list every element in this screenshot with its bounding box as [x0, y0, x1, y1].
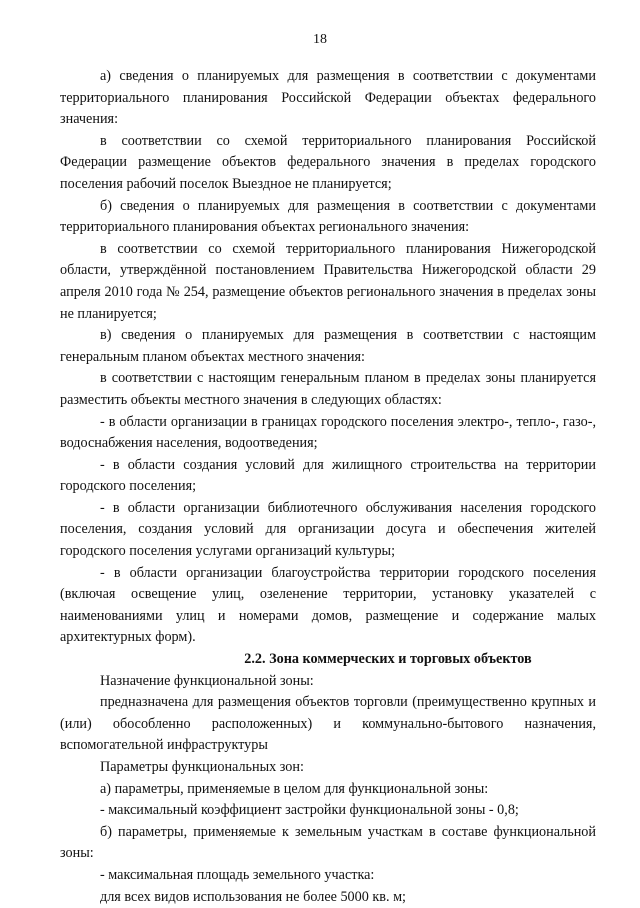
- paragraph: - максимальная площадь земельного участка:: [100, 866, 375, 883]
- paragraph: а) параметры, применяемые в целом для функциональной зоны:: [100, 780, 489, 797]
- section-heading: 2.2. Зона коммерческих и торговых объектов: [244, 651, 532, 668]
- paragraph: в соответствии с настоящим генеральным планом в пределах зоны планируется разместить объекты местного значения в следующих областях:: [60, 370, 596, 408]
- document-body: [60, 66, 596, 908]
- paragraph: в) сведения о планируемых для размещения в соответствии с настоящим генеральным планом объектах местного значения:: [60, 327, 596, 365]
- paragraph: - в области организации в границах городского поселения электро-, тепло-, газо-, водоснабжения населения, водоотведения;: [60, 413, 596, 452]
- paragraph: Назначение функциональной зоны:: [100, 672, 314, 689]
- paragraph: б) параметры, применяемые к земельным участкам в составе функциональной зоны:: [60, 823, 596, 862]
- paragraph: в соответствии со схемой территориального планирования Нижегородской области, утверждённой постановлением Правительства Нижегородской области 29 апреля 2010 года № 254, размещение объектов регионального значения в пределах зоны не планируется;: [60, 240, 596, 322]
- paragraph: - максимальный коэффициент застройки функциональной зоны - 0,8;: [100, 802, 519, 819]
- paragraph: - в области организации библиотечного обслуживания населения городского поселения, создания условий для организации досуга и обеспечения жителей городского поселения услугами организаций культуры;: [60, 499, 596, 560]
- paragraph: а) сведения о планируемых для размещения в соответствии с документами территориального планирования Российской Федерации объектах федерального значения:: [60, 68, 596, 128]
- paragraph: в соответствии со схемой территориального планирования Российской Федерации размещение объектов федерального значения в пределах городского поселения рабочий поселок Выездное не планируется;: [60, 132, 596, 192]
- paragraph: Параметры функциональных зон:: [100, 759, 304, 775]
- paragraph: - в области организации благоустройства территории городского поселения (включая освещение улиц, озеленение территории, установку указателей с наименованиями улиц и номерами домов, размещение и содержание малых архитектурных форм).: [60, 564, 596, 646]
- paragraph: - в области создания условий для жилищного строительства на территории городского поселения;: [60, 456, 596, 495]
- paragraph: для всех видов использования не более 5000 кв. м;: [100, 888, 406, 905]
- paragraph: б) сведения о планируемых для размещения в соответствии с документами территориального планирования объектах регионального значения:: [60, 197, 596, 236]
- paragraph: предназначена для размещения объектов торговли (преимущественно крупных и (или) обособленно расположенных) и коммунально-бытового назначения, вспомогательной инфраструктуры: [60, 694, 596, 754]
- page-number: 18: [313, 32, 327, 47]
